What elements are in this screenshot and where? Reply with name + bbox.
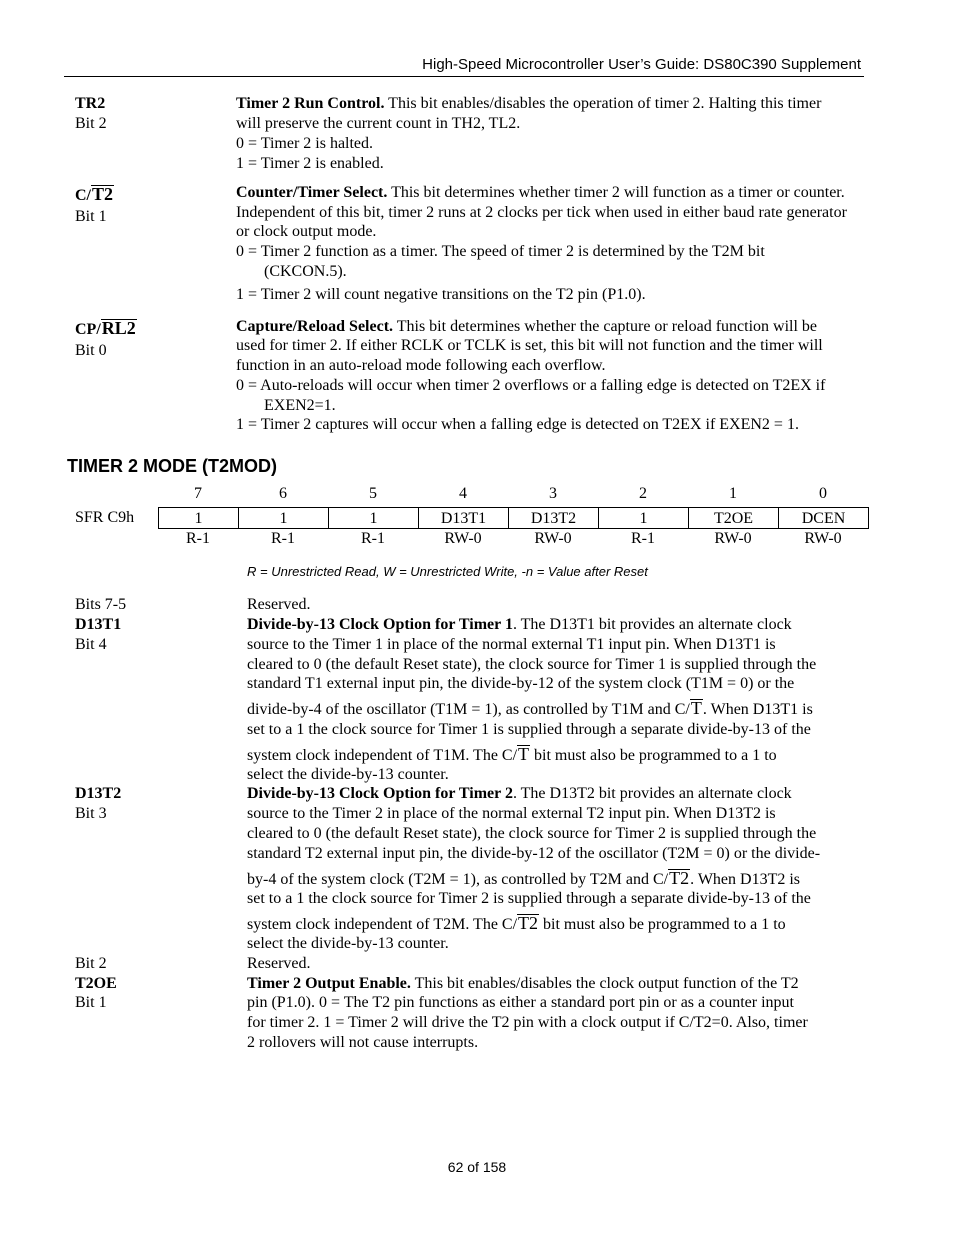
access-type: R-1 [186, 530, 210, 547]
register-cell: D13T1 [419, 508, 509, 529]
d13t2-line2: source to the Timer 2 in place of the normal external T2 input pin. When D13T2 is [247, 805, 776, 822]
bit-number: 0 [819, 485, 827, 502]
t2oe-line2: pin (P1.0). 0 = The T2 pin functions as either a standard port pin or as a counter input [247, 994, 794, 1011]
access-type: R-1 [361, 530, 385, 547]
d13t1-line7: system clock independent of T1M. The C/T bit must also be programmed to a 1 to [247, 744, 777, 764]
register-cell: T2OE [689, 508, 779, 529]
tr2-desc-line2: will preserve the current count in TH2, TL2. [236, 115, 521, 132]
ct2-opt0: 0 = Timer 2 function as a timer. The speed of timer 2 is determined by the T2M bit [236, 243, 765, 260]
ct2-name: C/T2 [75, 184, 114, 204]
page-number: 62 of 158 [447, 1159, 507, 1175]
register-cell: 1 [159, 508, 239, 529]
running-header: High-Speed Microcontroller User’s Guide: DS80C390 Supplement [422, 56, 861, 73]
bit-number: 2 [639, 485, 647, 502]
d13t1-line8: select the divide-by-13 counter. [247, 766, 449, 783]
d13t2-line3: cleared to 0 (the default Reset state), the clock source for Timer 2 is supplied through the [247, 825, 817, 842]
access-type: RW-0 [444, 530, 482, 547]
t2oe-line4: 2 rollovers will not cause interrupts. [247, 1034, 479, 1051]
cprl2-desc-line3: function in an auto-reload mode following each overflow. [236, 357, 606, 374]
register-cell: 1 [329, 508, 419, 529]
register-cell: D13T2 [509, 508, 599, 529]
d13t1-line6: set to a 1 the clock source for Timer 1 is supplied through a separate divide-by-13 of the [247, 721, 811, 738]
cprl2-desc-line2: used for timer 2. If either RCLK or TCLK is set, this bit will not function and the timer will [236, 337, 823, 354]
access-type: RW-0 [714, 530, 752, 547]
t2oe-name: T2OE [75, 975, 117, 992]
ct2-opt1: 1 = Timer 2 will count negative transitions on the T2 pin (P1.0). [236, 286, 646, 303]
cprl2-opt0-cont: EXEN2=1. [264, 397, 336, 414]
d13t2-line6: set to a 1 the clock source for Timer 2 is supplied through a separate divide-by-13 of the [247, 890, 811, 907]
bits75-label: Bits 7-5 [75, 596, 127, 613]
d13t2-line8: select the divide-by-13 counter. [247, 935, 449, 952]
access-type: RW-0 [804, 530, 842, 547]
d13t2-line4: standard T2 external input pin, the divide-by-12 of the oscillator (T2M = 0) or the divide- [247, 845, 821, 862]
bit-number: 5 [369, 485, 377, 502]
ct2-desc-line2: Independent of this bit, timer 2 runs at 2 clocks per tick when used in either baud rate generator [236, 204, 847, 221]
t2oe-bit: Bit 1 [75, 994, 107, 1011]
tr2-opt0: 0 = Timer 2 is halted. [236, 135, 374, 152]
access-type: R-1 [631, 530, 655, 547]
cprl2-opt1: 1 = Timer 2 captures will occur when a falling edge is detected on T2EX if EXEN2 = 1. [236, 416, 799, 433]
cprl2-desc-line1: Capture/Reload Select. This bit determines whether the capture or reload function will be [236, 318, 818, 335]
d13t1-name: D13T1 [75, 616, 122, 633]
register-cell: DCEN [779, 508, 869, 529]
d13t1-bit: Bit 4 [75, 636, 107, 653]
bits75-text: Reserved. [247, 596, 311, 613]
t2oe-line1: Timer 2 Output Enable. This bit enables/disables the clock output function of the T2 [247, 975, 799, 992]
cprl2-bit: Bit 0 [75, 342, 107, 359]
ct2-bit: Bit 1 [75, 208, 107, 225]
access-type: RW-0 [534, 530, 572, 547]
ct2-desc-line3: or clock output mode. [236, 223, 377, 240]
tr2-desc-line1: Timer 2 Run Control. This bit enables/disables the operation of timer 2. Halting this timer [236, 95, 822, 112]
sfr-address-label: SFR C9h [75, 509, 135, 526]
d13t1-line1: Divide-by-13 Clock Option for Timer 1. The D13T1 bit provides an alternate clock [247, 616, 792, 633]
header-rule [64, 76, 864, 77]
cprl2-opt0: 0 = Auto-reloads will occur when timer 2 overflows or a falling edge is detected on T2EX if [236, 377, 826, 394]
bit-number: 4 [459, 485, 467, 502]
tr2-opt1: 1 = Timer 2 is enabled. [236, 155, 384, 172]
d13t1-line3: cleared to 0 (the default Reset state), the clock source for Timer 1 is supplied through the [247, 656, 817, 673]
cprl2-name: CP/RL2 [75, 318, 136, 338]
d13t2-bit: Bit 3 [75, 805, 107, 822]
d13t2-line1: Divide-by-13 Clock Option for Timer 2. The D13T2 bit provides an alternate clock [247, 785, 792, 802]
tr2-bit: Bit 2 [75, 115, 107, 132]
d13t1-line5: divide-by-4 of the oscillator (T1M = 1), as controlled by T1M and C/T. When D13T1 is [247, 698, 813, 718]
d13t1-line2: source to the Timer 1 in place of the normal external T1 input pin. When D13T1 is [247, 636, 776, 653]
access-legend: R = Unrestricted Read, W = Unrestricted Write, -n = Value after Reset [247, 564, 648, 579]
ct2-opt0-cont: (CKCON.5). [264, 263, 347, 280]
register-cell: 1 [239, 508, 329, 529]
bit2-text: Reserved. [247, 955, 311, 972]
bit-number: 6 [279, 485, 287, 502]
bit-number: 1 [729, 485, 737, 502]
register-row [159, 508, 869, 529]
d13t1-line4: standard T1 external input pin, the divide-by-12 of the system clock (T1M = 0) or the [247, 675, 795, 692]
access-type: R-1 [271, 530, 295, 547]
d13t2-name: D13T2 [75, 785, 122, 802]
register-table [158, 507, 869, 529]
tr2-name: TR2 [75, 95, 106, 112]
d13t2-line5: by-4 of the system clock (T2M = 1), as controlled by T2M and C/T2. When D13T2 is [247, 868, 801, 888]
bit-number: 7 [194, 485, 202, 502]
register-cell: 1 [599, 508, 689, 529]
t2oe-line3: for timer 2. 1 = Timer 2 will drive the T2 pin with a clock output if C/T2=0. Also, timer [247, 1014, 808, 1031]
section-title: TIMER 2 MODE (T2MOD) [67, 456, 277, 476]
bit-number: 3 [549, 485, 557, 502]
ct2-desc-line1: Counter/Timer Select. This bit determines whether timer 2 will function as a timer or counter. [236, 184, 845, 201]
d13t2-line7: system clock independent of T2M. The C/T2 bit must also be programmed to a 1 to [247, 913, 786, 933]
bit2-label: Bit 2 [75, 955, 107, 972]
